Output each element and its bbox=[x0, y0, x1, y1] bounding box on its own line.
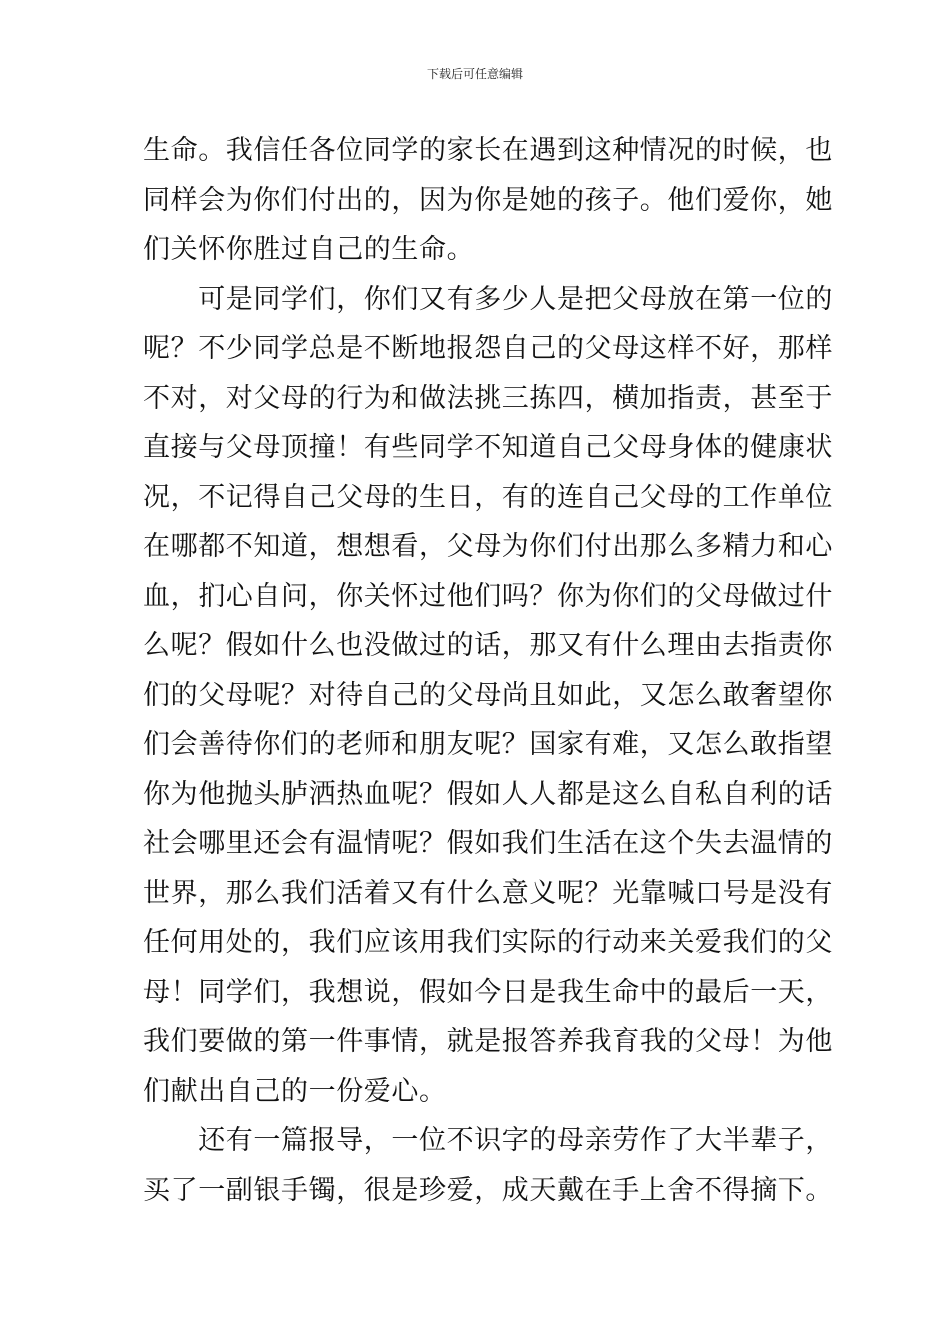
text-line: 生命。我信任各位同学的家长在遇到这种情况的时候，也 bbox=[143, 135, 833, 166]
text-line: 呢？不少同学总是不断地报怨自己的父母这样不好，那样 bbox=[143, 333, 833, 364]
text-line: 你为他抛头胪洒热血呢？假如人人都是这么自私自利的话 bbox=[143, 778, 833, 810]
text-line: 们关怀你胜过自己的生命。 bbox=[143, 234, 475, 265]
text-line: 们会善待你们的老师和朋友呢？国家有难，又怎么敢指望 bbox=[143, 729, 833, 760]
text-line: 母！同学们，我想说，假如今日是我生命中的最后一天， bbox=[143, 976, 833, 1008]
text-line: 血，扪心自问，你关怀过他们吗？你为你们的父母做过什 bbox=[143, 580, 833, 612]
text-line: 世界，那么我们活着又有什么意义呢？光靠喊口号是没有 bbox=[143, 877, 833, 909]
text-line: 买了一副银手镯，很是珍爱，成天戴在手上舍不得摘下。 bbox=[143, 1174, 833, 1206]
text-line: 么呢？假如什么也没做过的话，那又有什么理由去指责你 bbox=[143, 630, 833, 661]
text-line: 还有一篇报导，一位不识字的母亲劳作了大半辈子， bbox=[143, 1125, 833, 1156]
text-line: 我们要做的第一件事情，就是报答养我育我的父母！为他 bbox=[143, 1026, 833, 1057]
text-line: 们献出自己的一份爱心。 bbox=[143, 1075, 447, 1107]
text-line: 们的父母呢？对待自己的父母尚且如此，又怎么敢奢望你 bbox=[143, 679, 833, 711]
page-header: 下载后可任意编辑 bbox=[426, 67, 523, 81]
document-body bbox=[143, 126, 833, 1215]
text-line: 不对，对父母的行为和做法挑三拣四，横加指责，甚至于 bbox=[143, 382, 833, 414]
text-line: 任何用处的，我们应该用我们实际的行动来关爱我们的父 bbox=[143, 927, 833, 958]
text-line: 同样会为你们付出的，因为你是她的孩子。他们爱你，她 bbox=[143, 184, 833, 216]
text-line: 况，不记得自己父母的生日，有的连自己父母的工作单位 bbox=[143, 481, 833, 513]
text-line: 可是同学们，你们又有多少人是把父母放在第一位的 bbox=[143, 283, 833, 315]
text-line: 直接与父母顶撞！有些同学不知道自己父母身体的健康状 bbox=[143, 432, 833, 463]
text-line: 在哪都不知道，想想看，父母为你们付出那么多精力和心 bbox=[143, 531, 833, 562]
text-line: 社会哪里还会有温情呢？假如我们生活在这个失去温情的 bbox=[143, 828, 833, 859]
